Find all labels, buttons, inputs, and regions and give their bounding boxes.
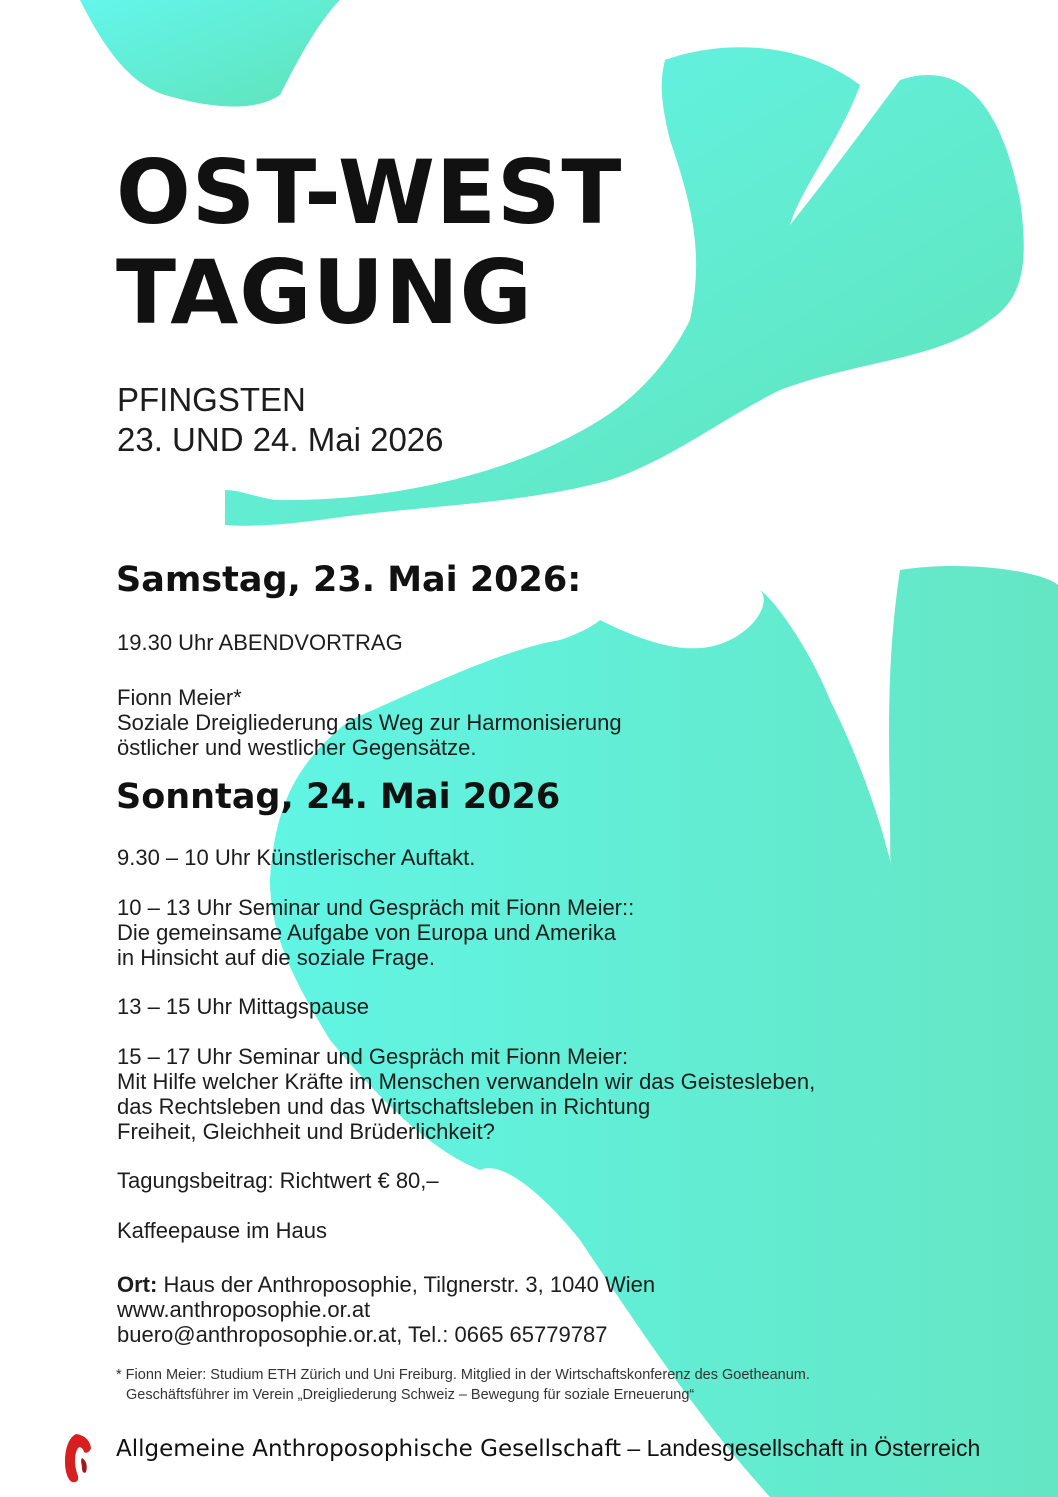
saturday-heading: Samstag, 23. Mai 2026: — [116, 560, 582, 600]
fee: Tagungsbeitrag: Richtwert € 80,– — [117, 1168, 439, 1193]
venue-address: Haus der Anthroposophie, Tilgnerstr. 3, 1040 Wien — [157, 1272, 656, 1297]
sunday-block-2-line-2: Die gemeinsame Aufgabe von Europa und Amerika — [117, 920, 616, 945]
saturday-time: 19.30 Uhr ABENDVORTRAG — [117, 630, 403, 655]
sunday-block-3: 13 – 15 Uhr Mittagspause — [117, 994, 369, 1019]
saturday-talk — [117, 685, 622, 760]
venue-label: Ort: — [117, 1272, 158, 1297]
footnote — [116, 1365, 810, 1405]
venue-contact[interactable]: buero@anthroposophie.or.at, Tel.: 0665 65779787 — [117, 1322, 608, 1347]
sunday-block-4-line-3: das Rechtsleben und das Wirtschaftsleben in Richtung — [117, 1094, 651, 1119]
speaker-name: Fionn Meier* — [117, 685, 242, 710]
footer-org-name: Allgemeine Anthroposophische Gesellschaft — [116, 1436, 622, 1462]
title-line-2: TAGUNG — [116, 241, 533, 344]
title-line-1: OST-WEST — [116, 141, 623, 244]
society-logo-icon — [62, 1432, 94, 1484]
sunday-block-2 — [117, 895, 634, 970]
talk-title-line-1: Soziale Dreigliederung als Weg zur Harmonisierung — [117, 710, 622, 735]
sunday-block-4-line-4: Freiheit, Gleichheit und Brüderlichkeit? — [117, 1119, 495, 1144]
sunday-block-2-line-1: 10 – 13 Uhr Seminar und Gespräch mit Fionn Meier:: — [117, 895, 635, 920]
footnote-line-1: * Fionn Meier: Studium ETH Zürich und Uni Freiburg. Mitglied in der Wirtschaftskonferenz des Goetheanum. — [116, 1367, 810, 1383]
talk-title-line-2: östlicher und westlicher Gegensätze. — [117, 735, 477, 760]
venue-address-line — [117, 1272, 655, 1297]
footnote-line-2: Geschäftsführer im Verein „Dreigliederung Schweiz – Bewegung für soziale Erneuerung“ — [126, 1387, 695, 1403]
sunday-heading: Sonntag, 24. Mai 2026 — [116, 777, 561, 817]
venue — [117, 1272, 655, 1347]
footer-organization — [116, 1434, 980, 1463]
sunday-block-4-line-2: Mit Hilfe welcher Kräfte im Menschen verwandeln wir das Geistesleben, — [117, 1069, 816, 1094]
sunday-block-4-line-1: 15 – 17 Uhr Seminar und Gespräch mit Fionn Meier: — [117, 1044, 629, 1069]
subtitle-dates: 23. UND 24. Mai 2026 — [117, 421, 444, 458]
sunday-block-2-line-3: in Hinsicht auf die soziale Frage. — [117, 945, 435, 970]
subtitle-occasion: PFINGSTEN — [117, 381, 306, 418]
footer-org-suffix: – Landesgesellschaft in Österreich — [621, 1435, 981, 1461]
sunday-block-4 — [117, 1044, 815, 1144]
subtitle — [117, 380, 444, 460]
coffee-note: Kaffeepause im Haus — [117, 1218, 327, 1243]
sunday-block-1: 9.30 – 10 Uhr Künstlerischer Auftakt. — [117, 845, 476, 870]
venue-website-link[interactable]: www.anthroposophie.or.at — [117, 1297, 371, 1322]
